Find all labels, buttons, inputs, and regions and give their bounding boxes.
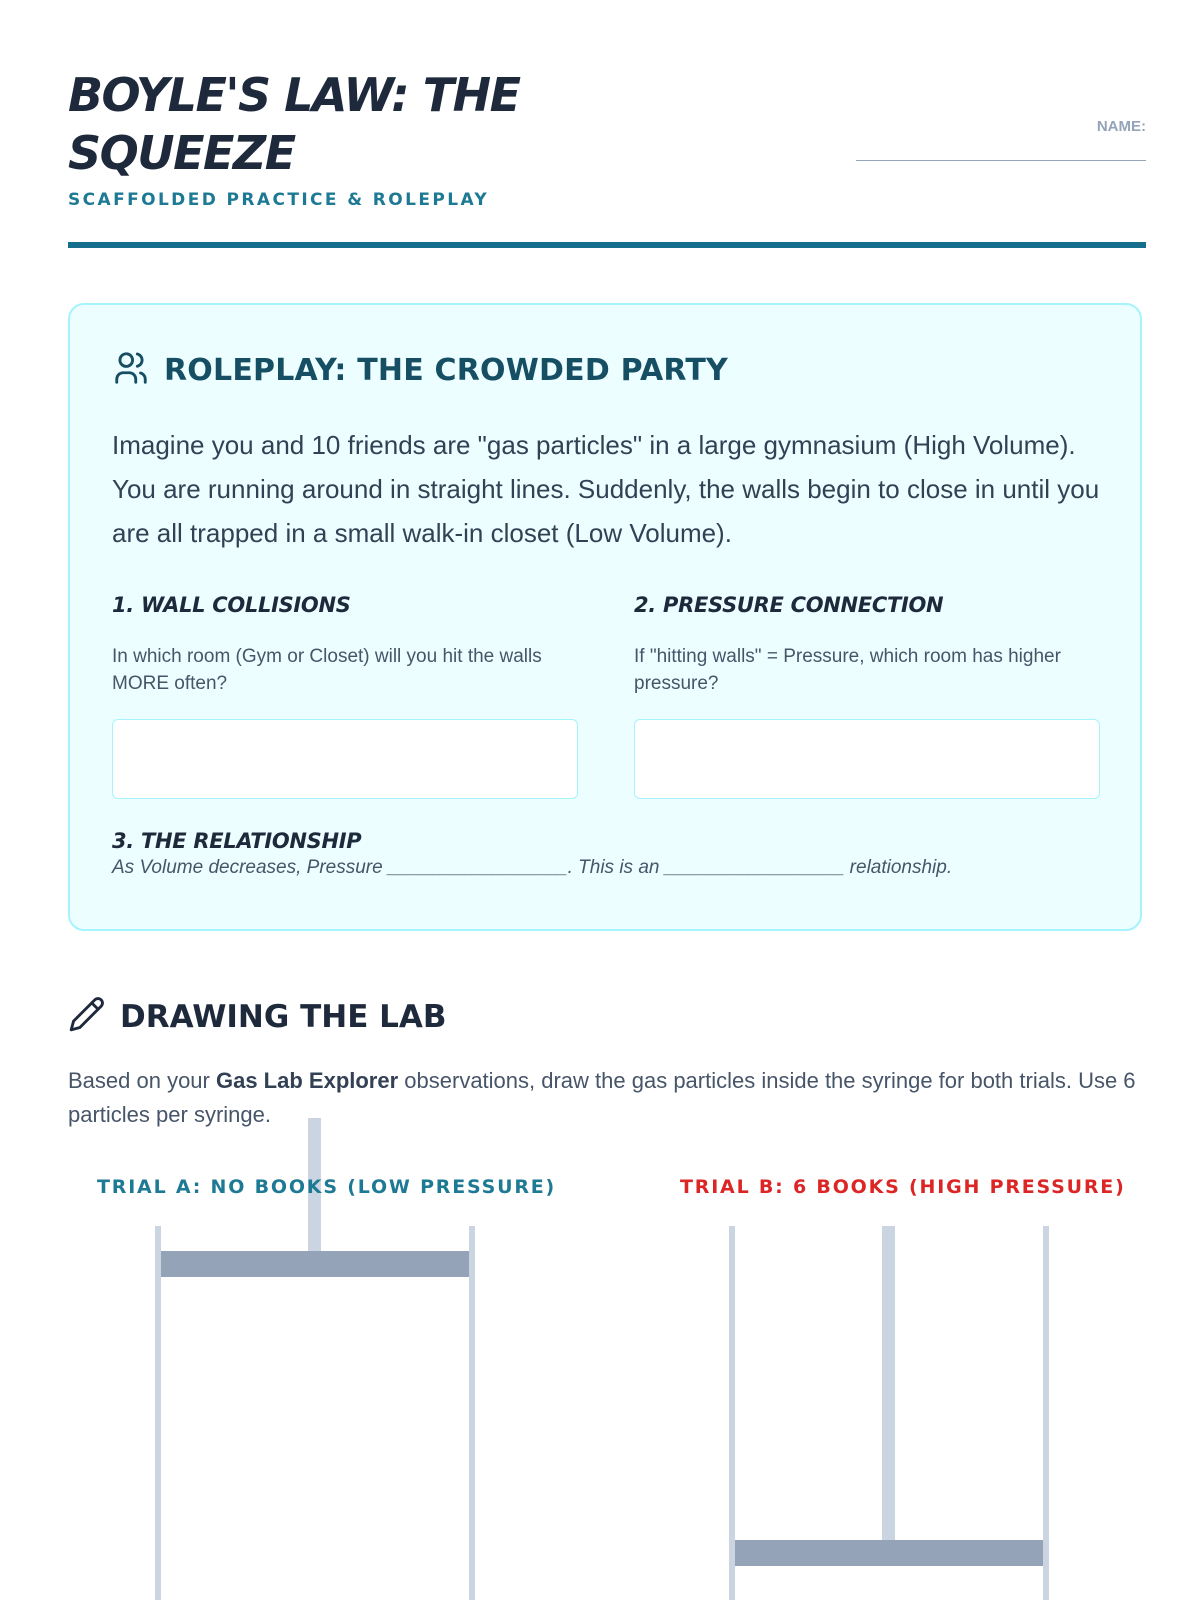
drawing-title: DRAWING THE LAB <box>120 998 447 1035</box>
syringe-a-plunger-head <box>161 1251 469 1277</box>
pencil-icon <box>68 995 106 1038</box>
users-icon <box>112 349 150 392</box>
question-prompt: In which room (Gym or Closet) will you hit the walls MORE often? <box>112 646 542 694</box>
drawing-heading <box>68 995 447 1038</box>
worksheet-page <box>68 0 1146 1600</box>
syringe-b-plunger-rod <box>882 1226 895 1544</box>
question-wall-collisions <box>112 593 578 697</box>
roleplay-intro: Imagine you and 10 friends are "gas particles" in a large gymnasium (High Volume). You are running around in straight lines. Suddenly, the walls begin to close in until you are all trapped in a small walk-in closet (Low Volume). <box>112 430 1100 548</box>
name-label: NAME: <box>1096 118 1146 135</box>
relationship-sentence[interactable]: As Volume decreases, Pressure _________________. This is an _________________ relationship. <box>112 857 953 878</box>
question-prompt: If "hitting walls" = Pressure, which room has higher pressure? <box>634 646 1061 694</box>
roleplay-card <box>68 303 1142 931</box>
syringe-b-plunger-head <box>735 1540 1043 1566</box>
page-title: BOYLE'S LAW: THE SQUEEZE <box>68 68 520 180</box>
trial-a-label: TRIAL A: NO BOOKS (LOW PRESSURE) <box>97 1176 557 1198</box>
name-field-line[interactable] <box>856 160 1146 161</box>
question-relationship <box>112 829 1102 879</box>
trial-b-label: TRIAL B: 6 BOOKS (HIGH PRESSURE) <box>680 1176 1126 1198</box>
roleplay-heading <box>112 349 728 392</box>
roleplay-title: ROLEPLAY: THE CROWDED PARTY <box>164 353 728 388</box>
answer-box-wall-collisions[interactable] <box>112 719 578 799</box>
question-pressure-connection <box>634 593 1100 697</box>
answer-box-pressure-connection[interactable] <box>634 719 1100 799</box>
question-title: 1. WALL COLLISIONS <box>112 593 351 617</box>
syringe-a-left-wall <box>155 1226 161 1600</box>
syringe-b-right-wall <box>1043 1226 1049 1600</box>
drawing-instructions: Based on your Gas Lab Explorer observations, draw the gas particles inside the syringe for both trials. Use 6 particles per syringe. <box>68 1068 1136 1127</box>
page-subtitle: SCAFFOLDED PRACTICE & ROLEPLAY <box>68 190 490 210</box>
question-title: 3. THE RELATIONSHIP <box>112 829 362 853</box>
header-divider <box>68 242 1146 248</box>
question-title: 2. PRESSURE CONNECTION <box>634 593 944 617</box>
syringe-a-right-wall <box>469 1226 475 1600</box>
